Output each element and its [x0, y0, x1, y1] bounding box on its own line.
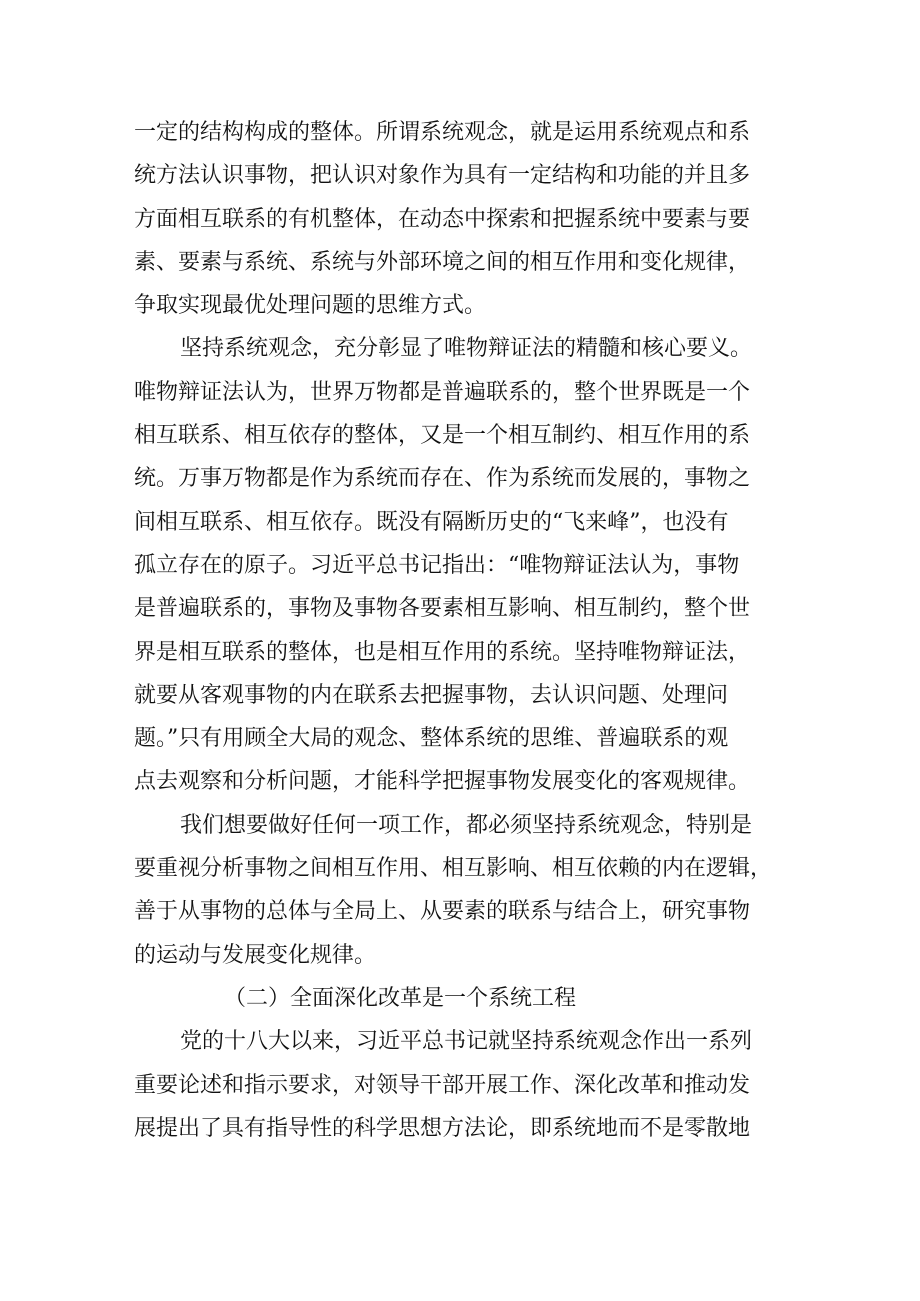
text-line: 就要从客观事物的内在联系去把握事物，去认识问题、处理问	[134, 682, 729, 708]
text-line: 方面相互联系的有机整体，在动态中探索和把握系统中要素与要	[134, 206, 751, 232]
text-line: 题。”只有用顾全大局的观念、整体系统的思维、普遍联系的观	[134, 726, 729, 752]
document-body	[134, 111, 794, 1150]
section-heading	[134, 977, 794, 1020]
text-line: 界是相互联系的整体，也是相互作用的系统。坚持唯物辩证法，	[134, 639, 751, 665]
text-line: 是普遍联系的，事物及事物各要素相互影响、相互制约，整个世	[134, 596, 751, 622]
text-line: 统方法认识事物，把认识对象作为具有一定结构和功能的并且多	[134, 163, 751, 189]
text-line: 善于从事物的总体与全局上、从要素的联系与结合上，研究事物	[134, 899, 751, 925]
text-line: 间相互联系、相互依存。既没有隔断历史的“飞来峰”，也没有	[134, 509, 729, 535]
text-line: 点去观察和分析问题，才能科学把握事物发展变化的客观规律。	[134, 769, 751, 795]
text-line: 争取实现最优处理问题的思维方式。	[134, 293, 487, 319]
text-line: 素、要素与系统、系统与外部环境之间的相互作用和变化规律，	[134, 249, 751, 275]
text-line: 要重视分析事物之间相互作用、相互影响、相互依赖的内在逻辑，	[134, 856, 773, 882]
paragraph-first-line: 党的十八大以来，习近平总书记就坚持系统观念作出一系列	[180, 1029, 753, 1055]
text-line: 展提出了具有指导性的科学思想方法论，即系统地而不是零散地	[134, 1115, 751, 1141]
section-heading-text: （二）全面深化改革是一个系统工程	[224, 985, 577, 1011]
paragraph-first-line: 坚持系统观念，充分彰显了唯物辩证法的精髓和核心要义。	[180, 336, 753, 362]
text-line: 统。万事万物都是作为系统而存在、作为系统而发展的，事物之	[134, 466, 751, 492]
text-line: 孤立存在的原子。习近平总书记指出：“唯物辩证法认为，事物	[134, 552, 740, 578]
text-line: 相互联系、相互依存的整体，又是一个相互制约、相互作用的系	[134, 423, 751, 449]
text-line: 的运动与发展变化规律。	[134, 942, 377, 968]
text-line: 重要论述和指示要求，对领导干部开展工作、深化改革和推动发	[134, 1072, 751, 1098]
paragraph-first-line: 我们想要做好任何一项工作，都必须坚持系统观念，特别是	[180, 812, 753, 838]
text-line: 唯物辩证法认为，世界万物都是普遍联系的，整个世界既是一个	[134, 379, 751, 405]
text-line: 一定的结构构成的整体。所谓系统观念，就是运用系统观点和系	[134, 120, 751, 145]
